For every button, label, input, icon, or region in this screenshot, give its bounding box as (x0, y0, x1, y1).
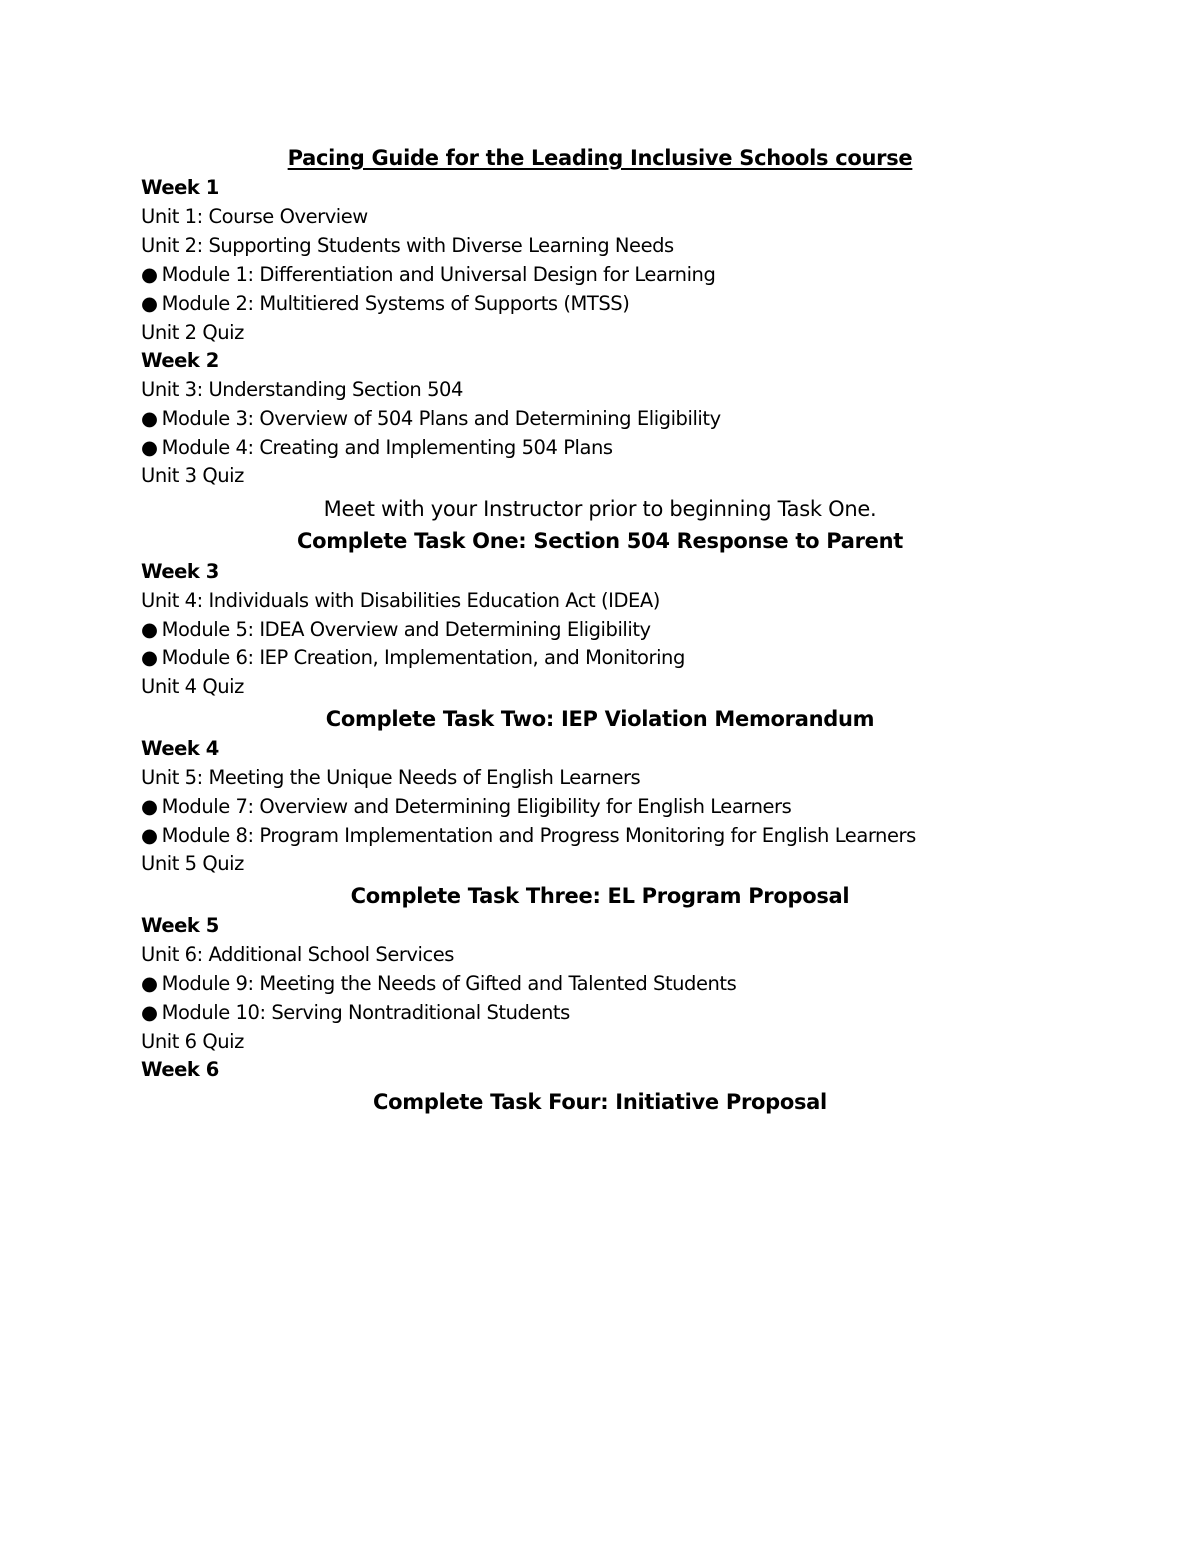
module-list-item (141, 436, 613, 460)
week-heading: Week 4 (141, 737, 219, 760)
page-title: Pacing Guide for the Leading Inclusive Schools course (287, 146, 913, 170)
module-label: Module 4: Creating and Implementing 504 Plans (161, 436, 613, 459)
bullet-icon: ● (141, 407, 158, 430)
week-heading: Week 2 (141, 349, 219, 372)
module-list-item (141, 407, 721, 431)
task-heading: Complete Task Four: Initiative Proposal (373, 1090, 827, 1114)
quiz-line: Unit 6 Quiz (141, 1030, 244, 1053)
bullet-icon: ● (141, 263, 158, 286)
module-list-item (141, 618, 651, 642)
unit-line: Unit 3: Understanding Section 504 (141, 378, 463, 401)
task-heading: Complete Task Three: EL Program Proposal (350, 884, 850, 908)
week-heading: Week 6 (141, 1058, 219, 1081)
quiz-line: Unit 2 Quiz (141, 321, 244, 344)
module-list-item (141, 795, 791, 819)
unit-line: Unit 2: Supporting Students with Diverse Learning Needs (141, 234, 674, 257)
module-label: Module 1: Differentiation and Universal Design for Learning (161, 263, 716, 286)
module-label: Module 5: IDEA Overview and Determining Eligibility (161, 618, 651, 641)
bullet-icon: ● (141, 618, 158, 641)
module-label: Module 2: Multitiered Systems of Supports (MTSS) (161, 292, 630, 315)
module-list-item (141, 824, 916, 848)
instructor-note: Meet with your Instructor prior to beginning Task One. (323, 497, 877, 521)
bullet-icon: ● (141, 292, 158, 315)
module-label: Module 3: Overview of 504 Plans and Determining Eligibility (161, 407, 721, 430)
bullet-icon: ● (141, 795, 158, 818)
week-heading: Week 3 (141, 560, 219, 583)
week-heading: Week 5 (141, 914, 219, 937)
unit-line: Unit 1: Course Overview (141, 205, 368, 228)
module-list-item (141, 646, 685, 670)
module-label: Module 9: Meeting the Needs of Gifted and Talented Students (161, 972, 737, 995)
bullet-icon: ● (141, 1001, 158, 1024)
module-label: Module 10: Serving Nontraditional Students (161, 1001, 570, 1024)
module-list-item (141, 263, 715, 287)
module-label: Module 7: Overview and Determining Eligibility for English Learners (161, 795, 792, 818)
quiz-line: Unit 4 Quiz (141, 675, 244, 698)
task-heading: Complete Task One: Section 504 Response to Parent (296, 529, 904, 553)
quiz-line: Unit 5 Quiz (141, 852, 244, 875)
unit-line: Unit 4: Individuals with Disabilities Education Act (IDEA) (141, 589, 660, 612)
bullet-icon: ● (141, 972, 158, 995)
quiz-line: Unit 3 Quiz (141, 464, 244, 487)
task-heading: Complete Task Two: IEP Violation Memorandum (325, 707, 875, 731)
bullet-icon: ● (141, 646, 158, 669)
week-heading: Week 1 (141, 176, 219, 199)
module-list-item (141, 1001, 570, 1025)
module-label: Module 6: IEP Creation, Implementation, and Monitoring (161, 646, 685, 669)
bullet-icon: ● (141, 824, 158, 847)
module-list-item (141, 292, 629, 316)
unit-line: Unit 6: Additional School Services (141, 943, 455, 966)
module-list-item (141, 972, 736, 996)
bullet-icon: ● (141, 436, 158, 459)
module-label: Module 8: Program Implementation and Progress Monitoring for English Learners (161, 824, 916, 847)
unit-line: Unit 5: Meeting the Unique Needs of English Learners (141, 766, 641, 789)
